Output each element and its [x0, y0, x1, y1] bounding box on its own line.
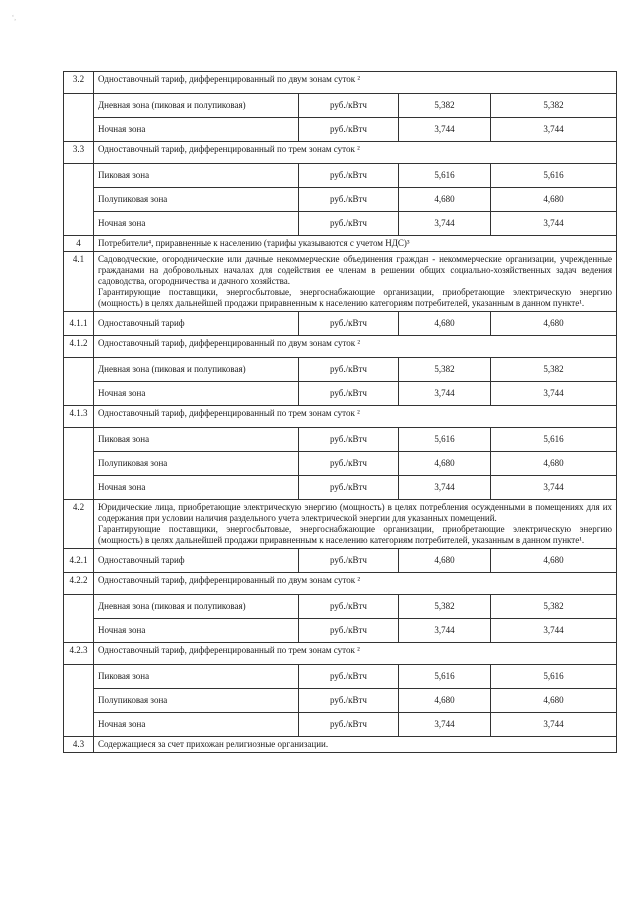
row-unit: руб./кВтч [299, 212, 399, 236]
row-name: Дневная зона (пиковая и полупиковая) [94, 94, 299, 118]
table-row [64, 312, 617, 336]
table-row [64, 665, 617, 689]
row-value-1: 3,744 [399, 212, 491, 236]
table-row [64, 643, 617, 665]
row-heading: Одноставочный тариф, дифференцированный по трем зонам суток ² [94, 142, 617, 164]
row-name: Ночная зона [94, 713, 299, 737]
row-name: Полупиковая зона [94, 689, 299, 713]
row-name: Пиковая зона [94, 665, 299, 689]
table-row [64, 164, 617, 188]
table-row [64, 573, 617, 595]
row-number-empty [64, 94, 94, 118]
row-description: Садоводческие, огороднические или дачные некоммерческие объединения граждан - некоммерческие организации, учрежденные гражданами на добровольных началах для содействия ее членам в решении общих социально-хозяйственных задач ведения садоводства, огородничества и дачного хозяйства. Гарантирующие поставщики, энергосбытовые, энергоснабжающие организации, приобретающие электрическую энергию (мощность) в целях дальнейшей продажи приравненным к населению категориям потребителей, указанным в данном пункте¹. [94, 252, 617, 312]
row-number: 4.2.3 [64, 643, 94, 665]
row-name: Пиковая зона [94, 164, 299, 188]
row-value-1: 4,680 [399, 549, 491, 573]
row-value-2: 5,616 [491, 164, 617, 188]
row-description: Потребители⁴, приравненные к населению (тарифы указываются с учетом НДС)³ [94, 236, 617, 252]
row-unit: руб./кВтч [299, 595, 399, 619]
table-row [64, 358, 617, 382]
row-value-2: 5,382 [491, 595, 617, 619]
row-value-1: 5,616 [399, 164, 491, 188]
row-heading: Одноставочный тариф, дифференцированный по двум зонам суток ² [94, 336, 617, 358]
row-number-empty [64, 188, 94, 212]
row-name: Пиковая зона [94, 428, 299, 452]
row-name: Полупиковая зона [94, 188, 299, 212]
row-number: 4 [64, 236, 94, 252]
table-row [64, 428, 617, 452]
corner-scan-mark: ʻ¸ [12, 15, 16, 21]
row-value-2: 3,744 [491, 476, 617, 500]
row-value-1: 3,744 [399, 476, 491, 500]
row-number: 4.3 [64, 737, 94, 753]
row-unit: руб./кВтч [299, 312, 399, 336]
row-name: Дневная зона (пиковая и полупиковая) [94, 358, 299, 382]
row-number-empty [64, 665, 94, 689]
row-value-2: 4,680 [491, 689, 617, 713]
row-number-empty [64, 212, 94, 236]
table-row [64, 212, 617, 236]
row-name: Ночная зона [94, 619, 299, 643]
row-value-1: 5,382 [399, 358, 491, 382]
table-row [64, 619, 617, 643]
row-number-empty [64, 382, 94, 406]
table-row [64, 142, 617, 164]
row-number-empty [64, 358, 94, 382]
tariff-table [63, 71, 617, 753]
row-number-empty [64, 452, 94, 476]
table-row [64, 188, 617, 212]
row-unit: руб./кВтч [299, 452, 399, 476]
row-unit: руб./кВтч [299, 689, 399, 713]
table-row [64, 252, 617, 312]
row-number-empty [64, 595, 94, 619]
row-value-2: 4,680 [491, 549, 617, 573]
table-row [64, 236, 617, 252]
row-name: Одноставочный тариф [94, 549, 299, 573]
row-name: Ночная зона [94, 476, 299, 500]
row-value-2: 5,382 [491, 94, 617, 118]
row-heading: Одноставочный тариф, дифференцированный по двум зонам суток ² [94, 72, 617, 94]
row-number-empty [64, 689, 94, 713]
row-unit: руб./кВтч [299, 358, 399, 382]
row-unit: руб./кВтч [299, 713, 399, 737]
row-unit: руб./кВтч [299, 164, 399, 188]
row-unit: руб./кВтч [299, 188, 399, 212]
row-number: 3.2 [64, 72, 94, 94]
table-row [64, 595, 617, 619]
row-unit: руб./кВтч [299, 476, 399, 500]
row-unit: руб./кВтч [299, 382, 399, 406]
row-heading: Одноставочный тариф, дифференцированный по двум зонам суток ² [94, 573, 617, 595]
row-number-empty [64, 164, 94, 188]
row-value-1: 5,616 [399, 428, 491, 452]
row-value-1: 4,680 [399, 452, 491, 476]
row-number: 3.3 [64, 142, 94, 164]
row-description: Содержащиеся за счет прихожан религиозные организации. [94, 737, 617, 753]
row-unit: руб./кВтч [299, 428, 399, 452]
table-row [64, 336, 617, 358]
row-number: 4.2.2 [64, 573, 94, 595]
row-value-1: 3,744 [399, 713, 491, 737]
row-value-2: 3,744 [491, 212, 617, 236]
table-row [64, 737, 617, 753]
row-name: Одноставочный тариф [94, 312, 299, 336]
row-value-1: 5,616 [399, 665, 491, 689]
row-number: 4.1.3 [64, 406, 94, 428]
row-value-2: 4,680 [491, 452, 617, 476]
row-value-2: 3,744 [491, 619, 617, 643]
row-name: Полупиковая зона [94, 452, 299, 476]
table-row [64, 689, 617, 713]
row-number-empty [64, 428, 94, 452]
row-name: Ночная зона [94, 212, 299, 236]
row-value-1: 3,744 [399, 118, 491, 142]
row-value-1: 4,680 [399, 312, 491, 336]
table-row [64, 500, 617, 549]
row-number: 4.2 [64, 500, 94, 549]
table-row [64, 406, 617, 428]
row-value-2: 3,744 [491, 713, 617, 737]
row-number: 4.1.1 [64, 312, 94, 336]
row-value-1: 4,680 [399, 188, 491, 212]
row-name: Ночная зона [94, 118, 299, 142]
row-value-1: 4,680 [399, 689, 491, 713]
row-number: 4.2.1 [64, 549, 94, 573]
table-row [64, 118, 617, 142]
row-number: 4.1 [64, 252, 94, 312]
row-value-2: 5,616 [491, 428, 617, 452]
row-heading: Одноставочный тариф, дифференцированный по трем зонам суток ² [94, 643, 617, 665]
table-row [64, 713, 617, 737]
table-row [64, 476, 617, 500]
row-heading: Одноставочный тариф, дифференцированный по трем зонам суток ² [94, 406, 617, 428]
row-unit: руб./кВтч [299, 94, 399, 118]
row-value-1: 3,744 [399, 619, 491, 643]
row-number-empty [64, 619, 94, 643]
row-value-2: 5,382 [491, 358, 617, 382]
row-value-1: 5,382 [399, 94, 491, 118]
table-row [64, 72, 617, 94]
row-number-empty [64, 476, 94, 500]
row-value-2: 4,680 [491, 188, 617, 212]
row-value-1: 3,744 [399, 382, 491, 406]
table-row [64, 549, 617, 573]
row-value-2: 3,744 [491, 382, 617, 406]
row-number-empty [64, 713, 94, 737]
table-row [64, 94, 617, 118]
table-row [64, 382, 617, 406]
row-number: 4.1.2 [64, 336, 94, 358]
table-row [64, 452, 617, 476]
row-unit: руб./кВтч [299, 549, 399, 573]
row-unit: руб./кВтч [299, 118, 399, 142]
row-unit: руб./кВтч [299, 665, 399, 689]
row-unit: руб./кВтч [299, 619, 399, 643]
row-description: Юридические лица, приобретающие электрическую энергию (мощность) в целях потребления осужденными в помещениях для их содержания при условии наличия раздельного учета электрической энергии для указанных помещений. Гарантирующие поставщики, энергосбытовые, энергоснабжающие организации, приобретающие электрическую энергию (мощность) в целях дальнейшей продажи приравненным к населению категориям потребителей, указанным в данном пункте¹. [94, 500, 617, 549]
row-name: Ночная зона [94, 382, 299, 406]
row-name: Дневная зона (пиковая и полупиковая) [94, 595, 299, 619]
row-value-2: 3,744 [491, 118, 617, 142]
row-value-1: 5,382 [399, 595, 491, 619]
row-number-empty [64, 118, 94, 142]
row-value-2: 4,680 [491, 312, 617, 336]
row-value-2: 5,616 [491, 665, 617, 689]
